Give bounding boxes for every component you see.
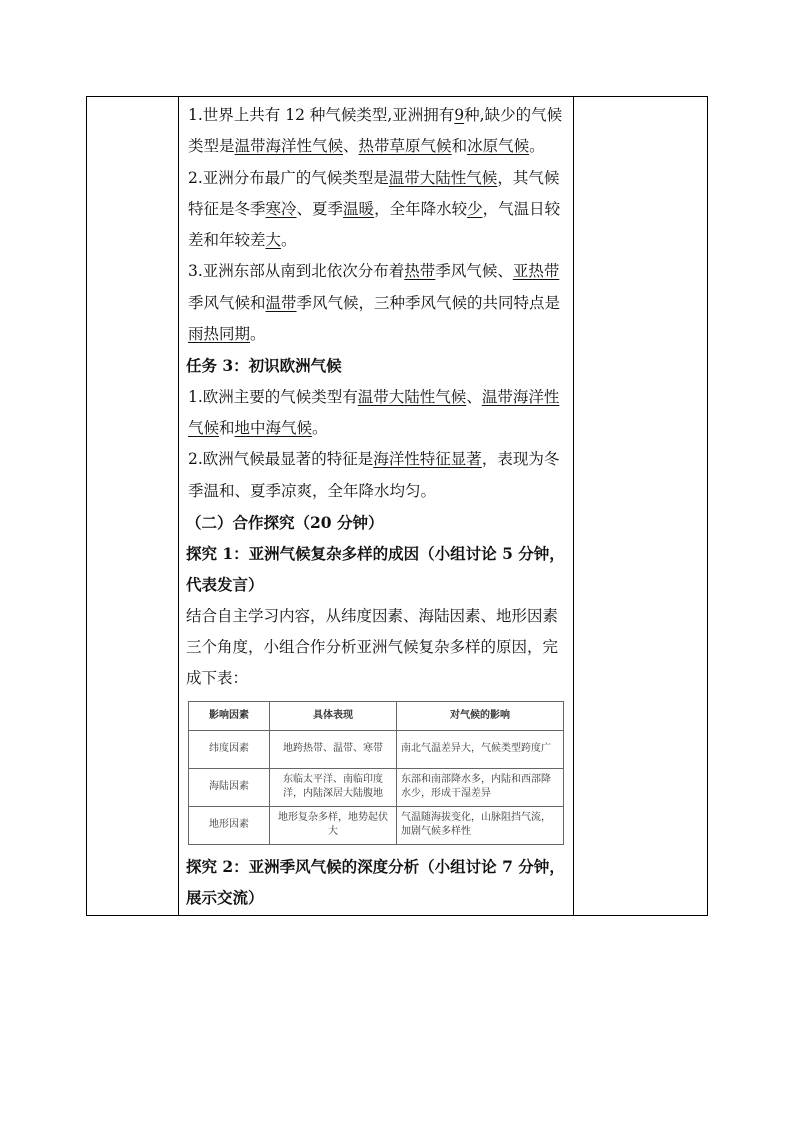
column-divider	[178, 97, 179, 915]
column-divider	[573, 97, 574, 915]
asia-climate-q1: 1.世界上共有 12 种气候类型,亚洲拥有9种,缺少的气候类型是温带海洋性气候、热带草原气候和冰原气候。	[188, 106, 563, 156]
section2-heading: （二）合作探究（20 分钟）	[186, 512, 384, 532]
table-row	[189, 768, 564, 806]
explore2-heading: 探究 2：亚洲季风气候的深度分析（小组讨论 7 分钟，展示交流）	[186, 856, 565, 907]
explore1-text: 结合自主学习内容，从纬度因素、海陆因素、地形因素三个角度，小组合作分析亚洲气候复杂多样的原因，完成下表：	[186, 606, 559, 688]
europe-climate-q1: 1.欧洲主要的气候类型有温带大陆性气候、温带海洋性气候和地中海气候。	[188, 387, 560, 437]
table-row	[189, 806, 564, 844]
table-row	[189, 730, 564, 768]
table-header: 影响因素	[189, 701, 270, 730]
table-cell: 地形因素	[189, 806, 270, 844]
climate-factor-table	[188, 701, 564, 845]
table-cell: 东临太平洋、南临印度洋，内陆深居大陆腹地	[270, 768, 397, 806]
table-cell: 地跨热带、温带、寒带	[270, 730, 397, 768]
table-header-row	[189, 701, 564, 730]
europe-climate-q2: 2.欧洲气候最显著的特征是海洋性特征显著，表现为冬季温和、夏季凉爽，全年降水均匀。	[188, 450, 560, 500]
asia-climate-q3: 3.亚洲东部从南到北依次分布着热带季风气候、亚热带季风气候和温带季风气候，三种季风气候的共同特点是雨热同期。	[188, 262, 561, 344]
table-cell: 南北气温差异大，气候类型跨度广	[397, 730, 564, 768]
table-cell: 纬度因素	[189, 730, 270, 768]
table-header: 对气候的影响	[397, 701, 564, 730]
table-cell: 地形复杂多样，地势起伏大	[270, 806, 397, 844]
table-cell: 海陆因素	[189, 768, 270, 806]
table-cell: 东部和南部降水多，内陆和西部降水少，形成干湿差异	[397, 768, 564, 806]
content-cell	[186, 100, 566, 913]
asia-climate-q2: 2.亚洲分布最广的气候类型是温带大陆性气候，其气候特征是冬季寒冷、夏季温暖，全年降水较少，气温日较差和年较差大。	[188, 168, 561, 250]
table-cell: 气温随海拔变化，山脉阻挡气流，加剧气候多样性	[397, 806, 564, 844]
explore1-heading: 探究 1：亚洲气候复杂多样的成因（小组讨论 5 分钟，代表发言）	[186, 544, 565, 595]
table-header: 具体表现	[270, 701, 397, 730]
task3-heading: 任务 3：初识欧洲气候	[186, 356, 342, 376]
